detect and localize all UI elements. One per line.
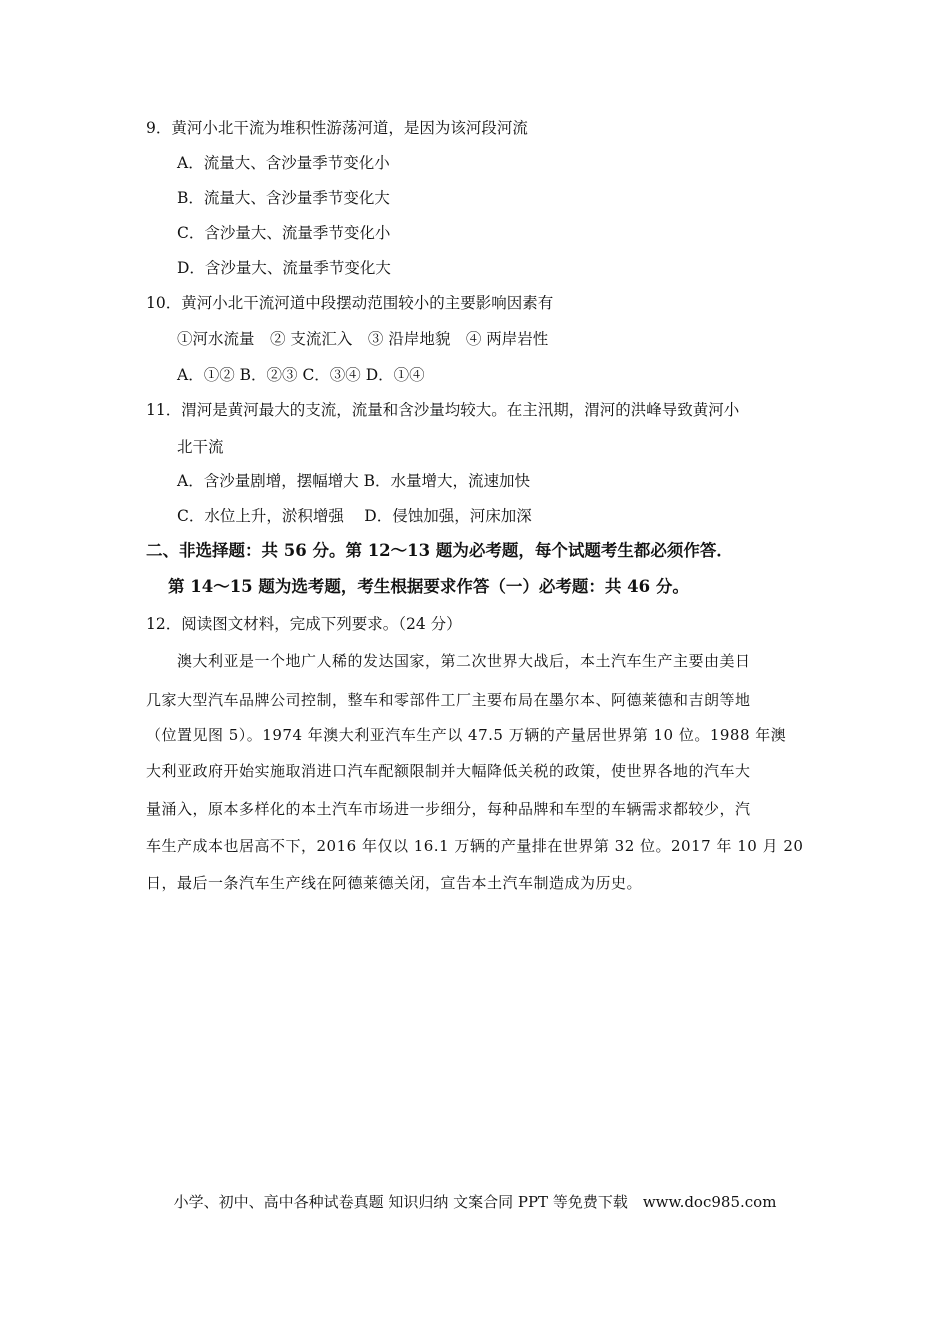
q9-stem: 9．黄河小北干流为堆积性游荡河道，是因为该河段河流 [146, 119, 528, 137]
q12-paragraph-line4: 大利亚政府开始实施取消进口汽车配额限制并大幅降低关税的政策，使世界各地的汽车大 [146, 762, 751, 780]
page-footer: 小学、初中、高中各种试卷真题 知识归纳 文案合同 PPT 等免费下载 www.doc985.com [173, 1193, 777, 1211]
q9-option-c: C．含沙量大、流量季节变化小 [177, 224, 391, 242]
q10-stem: 10．黄河小北干流河道中段摆动范围较小的主要影响因素有 [146, 294, 554, 312]
q12-paragraph-line2: 几家大型汽车品牌公司控制，整车和零部件工厂主要布局在墨尔本、阿德莱德和吉朗等地 [146, 691, 751, 709]
section2-heading-line1: 二、非选择题：共 56 分。第 12～13 题为必考题，每个试题考生都必须作答． [146, 541, 733, 560]
q11-options-line2: C．水位上升，淤积增强 D．侵蚀加强，河床加深 [177, 507, 532, 525]
q9-option-a: A．流量大、含沙量季节变化小 [177, 154, 390, 172]
q12-paragraph-line3: （位置见图 5）。1974 年澳大利亚汽车生产以 47.5 万辆的产量居世界第 10 位。1988 年澳 [146, 726, 787, 744]
section2-heading-line2: 第 14～15 题为选考题，考生根据要求作答（一）必考题：共 46 分。 [168, 577, 689, 596]
q11-options-line1: A．含沙量剧增，摆幅增大 B．水量增大，流速加快 [177, 472, 531, 490]
q11-stem-line2: 北干流 [177, 438, 224, 456]
q12-stem: 12．阅读图文材料，完成下列要求。（24 分） [146, 615, 462, 633]
q12-paragraph-line5: 量涌入，原本多样化的本土汽车市场进一步细分，每种品牌和车型的车辆需求都较少，汽 [146, 800, 751, 818]
q12-paragraph-line1: 澳大利亚是一个地广人稀的发达国家，第二次世界大战后，本土汽车生产主要由美日 [177, 652, 751, 670]
q9-option-b: B．流量大、含沙量季节变化大 [177, 189, 390, 207]
q10-factors: ①河水流量 ② 支流汇入 ③ 沿岸地貌 ④ 两岸岩性 [177, 330, 549, 348]
q12-paragraph-line6: 车生产成本也居高不下，2016 年仅以 16.1 万辆的产量排在世界第 32 位。2017 年 10 月 20 [146, 837, 804, 855]
q12-paragraph-line7: 日，最后一条汽车生产线在阿德莱德关闭，宣告本土汽车制造成为历史。 [146, 874, 643, 892]
q11-stem-line1: 11．渭河是黄河最大的支流，流量和含沙量均较大。在主汛期，渭河的洪峰导致黄河小 [146, 401, 740, 419]
q9-option-d: D．含沙量大、流量季节变化大 [177, 259, 391, 277]
q10-options: A．①② B．②③ C．③④ D．①④ [177, 366, 425, 384]
